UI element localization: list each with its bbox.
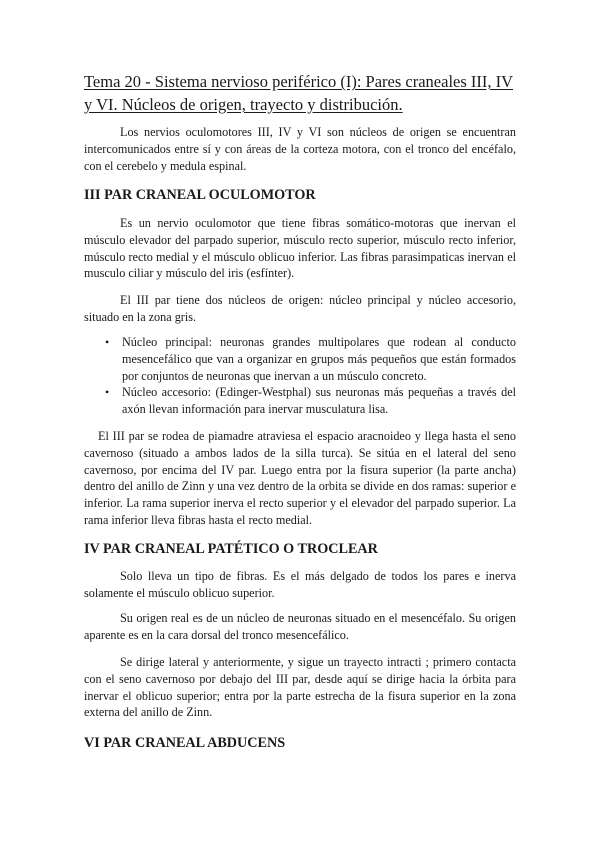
list-item-text: Núcleo principal: neuronas grandes multipolares que rodean al conducto mesencefálico que van a organizar en grupos más pequeños que están formados por conjuntos de neuronas que inervan a un músculo concreto.: [122, 335, 516, 383]
section-iv-paragraph-2: Su origen real es de un núcleo de neuronas situado en el mesencéfalo. Su origen aparente es en la cara dorsal del tronco mesencefálico.: [84, 611, 516, 642]
section-heading-iii: III PAR CRANEAL OCULOMOTOR: [84, 187, 316, 203]
list-item-text: Núcleo accesorio: (Edinger-Westphal) sus neuronas más pequeñas a través del axón llevan información para inervar musculatura lisa.: [122, 385, 516, 417]
list-item: [84, 334, 516, 384]
section-iv-paragraph-3: Se dirige lateral y anteriormente, y sigue un trayecto intracti ; primero contacta con el seno cavernoso por debajo del III par, desde aquí se dirige hacia la órbita para inervar el oblicuo superior; entra por la parte estrecha de la fisura superior en la zona externa del anillo de Zinn.: [84, 655, 516, 720]
section-heading-vi: VI PAR CRANEAL ABDUCENS: [84, 735, 286, 751]
intro-paragraph: Los nervios oculomotores III, IV y VI son núcleos de origen se encuentran intercomunicados entre sí y con áreas de la corteza motora, con el tronco del encéfalo, con el cerebelo y medula espinal.: [84, 125, 516, 173]
page-title: Tema 20 - Sistema nervioso periférico (I): Pares craneales III, IV y VI. Núcleos de origen, trayecto y distribución.: [84, 72, 514, 114]
bullet-icon: •: [105, 335, 110, 349]
section-iii-paragraph-1: Es un nervio oculomotor que tiene fibras somático-motoras que inervan el músculo elevador del parpado superior, músculo recto superior, músculo recto inferior, músculo recto medial y el músculo oblicuo inferior. Las fibras parasimpaticas inervan el musculo ciliar y músculo del iris (esfínter).: [84, 216, 516, 281]
section-iii-paragraph-3: El III par se rodea de piamadre atraviesa el espacio aracnoideo y llega hasta el seno cavernoso (situado a ambos lados de la silla turca). Se sitúa en el lateral del seno cavernoso, por encima del IV par. Luego entra por la fisura superior (la parte ancha) dentro del anillo de Zinn y una vez dentro de la orbita se divide en dos ramas: superior e inferior. La rama superior inerva el recto superior y el elevador del parpado superior. La rama inferior lleva fibras hasta el recto medial.: [84, 429, 516, 527]
nuclei-list: [84, 334, 516, 418]
list-item: [84, 384, 516, 418]
section-heading-iv: IV PAR CRANEAL PATÉTICO O TROCLEAR: [84, 541, 378, 557]
bullet-icon: •: [105, 385, 110, 400]
section-iv-paragraph-1: Solo lleva un tipo de fibras. Es el más delgado de todos los pares e inerva solamente el músculo oblicuo superior.: [84, 569, 516, 600]
section-iii-paragraph-2: El III par tiene dos núcleos de origen: núcleo principal y núcleo accesorio, situado en la zona gris.: [84, 293, 516, 324]
